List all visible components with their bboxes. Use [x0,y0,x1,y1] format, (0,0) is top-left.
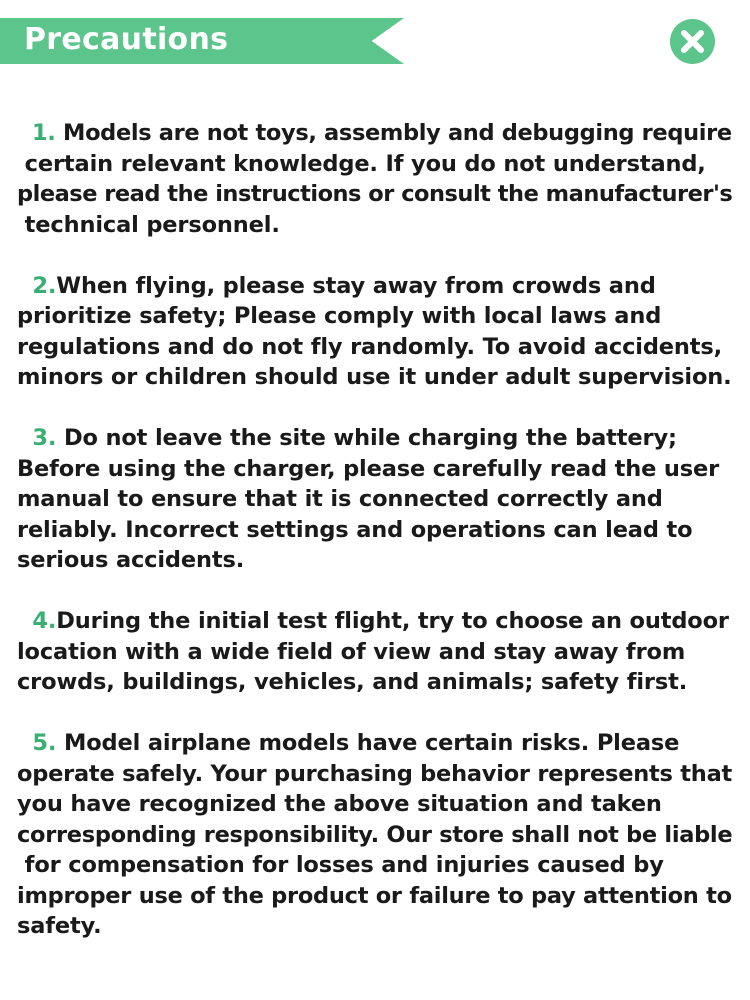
precaution-item-3 [17,423,735,576]
precautions-list [17,118,735,972]
precaution-line: crowds, buildings, vehicles, and animals; safety first. [17,669,688,695]
precaution-line: improper use of the product or failure to pay attention to [17,882,732,909]
precaution-line [17,423,735,454]
precaution-text: When flying, please stay away from crowds and [56,272,656,299]
precaution-line [17,606,735,637]
precaution-number: 1. [31,120,56,146]
precaution-line: safety. [17,913,102,939]
precaution-item-1 [17,118,735,240]
precaution-line: certain relevant knowledge. If you do not understand, [17,150,706,177]
close-icon [670,19,715,64]
precaution-item-5 [17,728,735,942]
precaution-line: you have recognized the above situation and taken [17,791,662,817]
precaution-text: Models are not toys, assembly and debugging require [63,120,732,146]
precaution-item-4 [17,606,735,698]
precaution-line: serious accidents. [17,547,245,573]
precaution-text: During the initial test flight, try to choose an outdoor [56,608,729,634]
precaution-line: operate safely. Your purchasing behavior represents that [17,760,733,787]
precaution-line: technical personnel. [17,211,280,238]
precaution-line [17,271,735,302]
page-title: Precautions [24,22,229,57]
precaution-line: manual to ensure that it is connected correctly and [17,486,663,512]
precaution-line [17,728,735,759]
precaution-line: please read the instructions or consult the manufacturer's [17,181,733,207]
precaution-number: 5. [32,730,57,756]
precaution-text: Model airplane models have certain risks. Please [63,730,680,756]
precaution-line: regulations and do not fly randomly. To avoid accidents, [17,333,723,360]
precaution-line: location with a wide field of view and stay away from [17,638,686,665]
precaution-number: 4. [32,608,57,634]
precaution-text: Do not leave the site while charging the battery; [63,425,677,451]
precaution-number: 2. [32,272,57,299]
precaution-number: 3. [32,425,57,451]
precaution-item-2 [17,271,735,393]
precaution-line: prioritize safety; Please comply with local laws and [17,303,662,329]
precaution-line [17,118,735,149]
precaution-line: corresponding responsibility. Our store shall not be liable [17,821,733,848]
precaution-line: minors or children should use it under adult supervision. [17,364,732,390]
close-button[interactable] [670,19,715,64]
precaution-line: reliably. Incorrect settings and operations can lead to [17,516,693,543]
precaution-line: for compensation for losses and injuries caused by [17,852,664,878]
precaution-line: Before using the charger, please carefully read the user [17,455,720,482]
